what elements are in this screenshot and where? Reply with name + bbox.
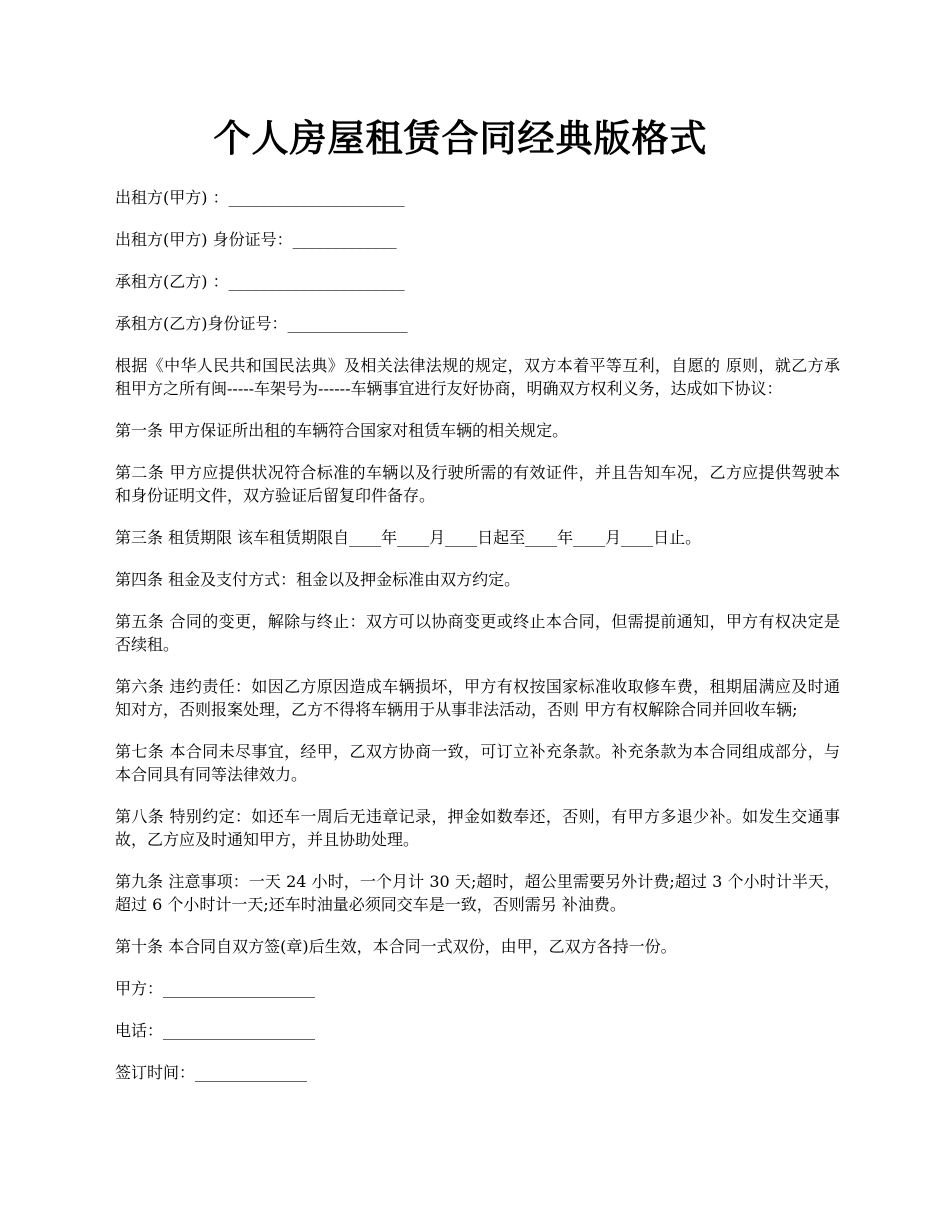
lessor-name-field: 出租方(甲方) ：______________________ [115, 188, 405, 207]
signing-date-field: 签订时间：______________ [115, 1063, 308, 1082]
article-10: 第十条 本合同自双方签(章)后生效，本合同一式双份，由甲，乙双方各持一份。 [115, 937, 677, 956]
document-page [115, 112, 840, 1103]
article-1: 第一条 甲方保证所出租的车辆符合国家对租赁车辆的相关规定。 [115, 421, 569, 440]
party-a-signature-field: 甲方：___________________ [115, 979, 316, 998]
article-4: 第四条 租金及支付方式：租金以及押金标准由双方约定。 [115, 570, 521, 589]
document-title: 个人房屋租赁合同经典版格式 [213, 116, 708, 160]
article-7: 第七条 本合同未尽事宜，经甲，乙双方协商一致，可订立补充条款。补充条款为本合同组成部分，与本合同具有同等法律效力。 [115, 742, 840, 784]
lessee-name-field: 承租方(乙方) ：______________________ [115, 272, 405, 291]
article-6: 第六条 违约责任：如因乙方原因造成车辆损坏，甲方有权按国家标准收取修车费，租期届满应及时通知对方，否则报案处理，乙方不得将车辆用于从事非法活动，否则 甲方有权解除合同并回收车辆; [115, 677, 840, 719]
article-9: 第九条 注意事项：一天 24 小时，一个月计 30 天;超时，超公里需要另外计费;超过 3 个小时计半天，超过 6 个小时计一天;还车时油量必须同交车是一致，否则需另 补油费。 [115, 872, 840, 914]
article-8: 第八条 特别约定：如还车一周后无违章记录，押金如数奉还，否则，有甲方多退少补。如发生交通事故，乙方应及时通知甲方，并且协助处理。 [115, 807, 840, 849]
article-5: 第五条 合同的变更，解除与终止：双方可以协商变更或终止本合同，但需提前通知，甲方有权决定是否续租。 [115, 612, 840, 654]
article-3: 第三条 租赁期限 该车租赁期限自____年____月____日起至____年____月____日止。 [115, 528, 702, 547]
article-2: 第二条 甲方应提供状况符合标准的车辆以及行驶所需的有效证件，并且告知车况，乙方应提供驾驶本和身份证明文件，双方验证后留复印件备存。 [115, 463, 840, 505]
lessee-id-field: 承租方(乙方)身份证号：_______________ [115, 314, 408, 333]
lessor-id-field: 出租方(甲方) 身份证号：_____________ [115, 230, 397, 249]
preamble-paragraph: 根据《中华人民共和国民法典》及相关法律法规的规定，双方本着平等互利，自愿的 原则，就乙方承租甲方之所有闽-----车架号为------车辆事宜进行友好协商，明确双方权利义务，达成如下协议： [115, 356, 840, 398]
phone-field: 电话：___________________ [115, 1021, 316, 1040]
